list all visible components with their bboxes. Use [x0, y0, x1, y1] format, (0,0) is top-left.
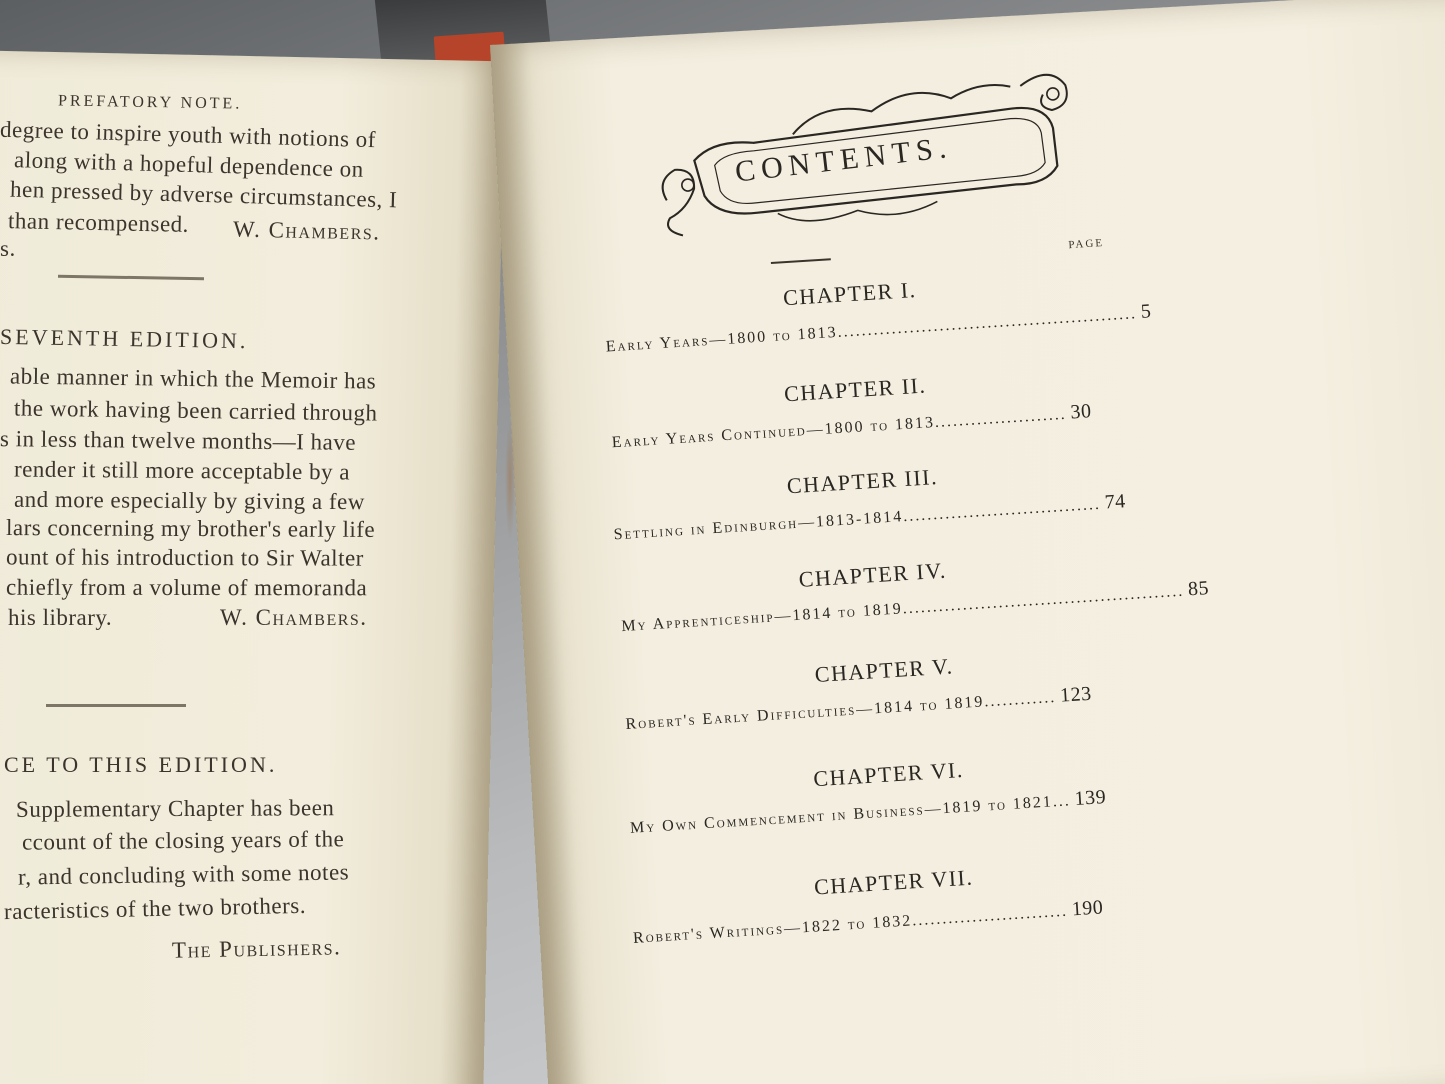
- toc-entry-title: My Apprenticeship—1814 to 1819: [620, 600, 904, 636]
- chapter-heading-4: CHAPTER IV.: [798, 557, 948, 592]
- frame-leaf-left: [662, 169, 698, 237]
- frame-curl-1: [681, 179, 694, 192]
- toc-leader-dots: ...............................................: [902, 582, 1185, 618]
- seventh-edition-heading: SEVENTH EDITION.: [0, 323, 249, 354]
- toc-entry-5: [625, 683, 1093, 735]
- toc-entry-page: 123: [1059, 682, 1093, 707]
- toc-entry-7: [632, 896, 1104, 949]
- note-line-5: s.: [0, 236, 16, 261]
- page-stain: [505, 420, 515, 540]
- seventh-line-7: ount of his introduction to Sir Walter: [5, 544, 364, 571]
- chapter-heading-7: CHAPTER VII.: [813, 864, 975, 900]
- seventh-line-8: chiefly from a volume of memoranda: [5, 574, 368, 601]
- toc-entry-title: Early Years Continued—1800 to 1813: [611, 414, 936, 452]
- contents-block: [590, 54, 1295, 993]
- seventh-line-5: and more especially by giving a few: [13, 486, 365, 515]
- note-line-4: than recompensed.: [7, 208, 190, 237]
- toc-entry-page: 5: [1140, 300, 1153, 323]
- page-column-label: PAGE: [1068, 237, 1105, 252]
- this-line-4: racteristics of the two brothers.: [3, 892, 307, 925]
- frame-leaf-right: [1020, 74, 1068, 112]
- toc-entry-4: [621, 577, 1210, 637]
- toc-leader-dots: ...: [1052, 792, 1072, 811]
- seventh-signature: W. Chambers.: [220, 605, 368, 630]
- toc-entry-page: 85: [1187, 577, 1210, 601]
- chapter-heading-6: CHAPTER VI.: [812, 756, 965, 792]
- toc-entry-title: Early Years—1800 to 1813: [605, 323, 839, 356]
- toc-leader-dots: ..................................................: [837, 305, 1138, 341]
- seventh-line-2: the work having been carried through: [13, 395, 378, 426]
- this-line-1: Supplementary Chapter has been: [15, 795, 335, 822]
- title-rule: [771, 258, 831, 264]
- toc-entry-title: Robert's Early Difficulties—1814 to 1819: [625, 693, 985, 733]
- toc-leader-dots: ..........................: [911, 902, 1069, 930]
- this-line-3: r, and concluding with some notes: [17, 859, 350, 890]
- divider-rule-2: [46, 704, 186, 707]
- toc-entry-page: 74: [1104, 490, 1127, 514]
- seventh-line-6: lars concerning my brother's early life: [5, 515, 376, 542]
- note-signature: W. Chambers.: [232, 216, 381, 245]
- toc-entry-1: [605, 300, 1152, 357]
- toc-leader-dots: ......................: [934, 405, 1068, 431]
- toc-leader-dots: .................................: [902, 495, 1102, 526]
- note-line-2: along with a hopeful dependence on: [13, 147, 365, 182]
- this-line-2: ccount of the closing years of the: [21, 826, 345, 855]
- toc-entry-title: My Own Commencement in Business—1819 to 1821: [629, 793, 1054, 837]
- seventh-line-4: render it still more acceptable by a: [13, 456, 351, 485]
- toc-entry-page: 30: [1069, 400, 1093, 424]
- chapter-heading-2: CHAPTER II.: [783, 372, 928, 407]
- toc-entry-page: 190: [1071, 896, 1104, 921]
- chapter-heading-1: CHAPTER I.: [782, 276, 918, 311]
- frame-scroll-top: [791, 84, 1013, 134]
- note-line-3: hen pressed by adverse circumstances, I: [9, 176, 398, 213]
- this-edition-heading: CE TO THIS EDITION.: [4, 752, 278, 777]
- toc-entry-title: Settling in Edinburgh—1813-1814: [613, 508, 904, 544]
- seventh-line-9: his library.: [8, 605, 113, 630]
- toc-entry-2: [611, 400, 1092, 453]
- chapter-heading-5: CHAPTER V.: [814, 653, 955, 688]
- seventh-line-3: s in less than twelve months—I have: [0, 426, 357, 455]
- toc-entry-3: [613, 490, 1127, 545]
- frame-curl-2: [1046, 88, 1059, 101]
- running-head: PREFATORY NOTE.: [57, 92, 243, 113]
- note-line-1: degree to inspire youth with notions of: [0, 116, 377, 153]
- toc-entry-title: Robert's Writings—1822 to 1832: [632, 912, 913, 947]
- frame-scroll-bottom: [778, 201, 938, 223]
- toc-leader-dots: ............: [983, 688, 1057, 711]
- toc-entry-page: 139: [1073, 786, 1107, 810]
- publishers-signature: The Publishers.: [171, 934, 342, 963]
- chapter-heading-3: CHAPTER III.: [786, 463, 939, 499]
- seventh-line-1: able manner in which the Memoir has: [9, 363, 377, 394]
- toc-entry-6: [629, 786, 1106, 839]
- contents-title: CONTENTS.: [733, 130, 954, 189]
